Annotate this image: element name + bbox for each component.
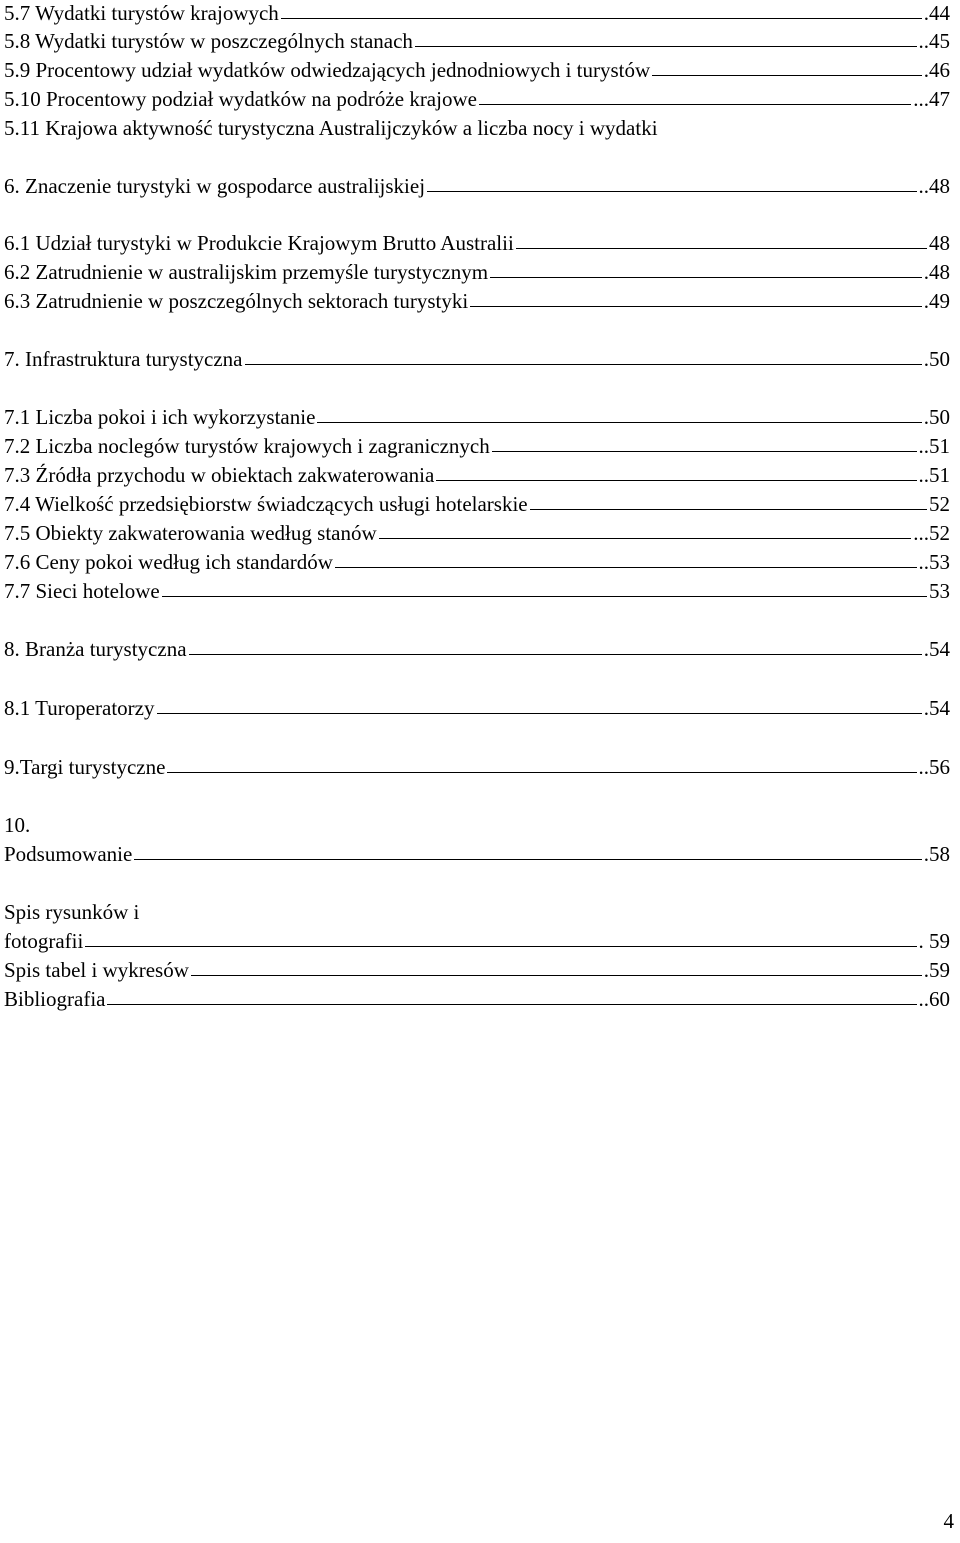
- toc-entry-title: Podsumowanie: [4, 842, 133, 866]
- toc-entry-page: .44: [923, 1, 950, 25]
- toc-entry-title: 9.Targi turystyczne: [4, 755, 166, 779]
- toc-entry-title[interactable]: 10.: [4, 813, 31, 837]
- toc-entry[interactable]: [4, 520, 950, 546]
- toc-entry-title: 7.7 Sieci hotelowe: [4, 579, 160, 603]
- toc-leader: [427, 191, 916, 192]
- toc-entry-title: 8.1 Turoperatorzy: [4, 696, 155, 720]
- toc-entry-page: .49: [923, 289, 950, 313]
- toc-entry[interactable]: [4, 841, 950, 867]
- toc-leader: [281, 18, 922, 19]
- toc-leader: [436, 480, 916, 481]
- toc-entry-title: 7.5 Obiekty zakwaterowania według stanów: [4, 521, 377, 545]
- toc-entry[interactable]: [4, 230, 950, 256]
- toc-entry-title: 5.9 Procentowy udział wydatków odwiedzających jednodniowych i turystów: [4, 58, 651, 82]
- toc-entry-title: 8. Branża turystyczna: [4, 637, 187, 661]
- toc-leader: [479, 104, 911, 105]
- toc-entry-title: 5.10 Procentowy podział wydatków na podróże krajowe: [4, 87, 477, 111]
- toc-entry-page: 48: [929, 231, 950, 255]
- toc-entry-title[interactable]: Spis rysunków i: [4, 900, 140, 924]
- toc-entry-page: ..48: [918, 174, 950, 198]
- toc-entry-title: 7.3 Źródła przychodu w obiektach zakwaterowania: [4, 463, 435, 487]
- toc-leader: [379, 538, 912, 539]
- toc-entry-page: .59: [923, 958, 950, 982]
- toc-entry-title: 7.6 Ceny pokoi według ich standardów: [4, 550, 333, 574]
- toc-entry-title: Bibliografia: [4, 987, 106, 1011]
- toc-entry-page: ..60: [918, 987, 950, 1011]
- toc-entry[interactable]: [4, 346, 950, 372]
- toc-entry[interactable]: [4, 57, 950, 83]
- toc-entry-title: 7.2 Liczba noclegów turystów krajowych i zagranicznych: [4, 434, 490, 458]
- toc-entry[interactable]: [4, 462, 950, 488]
- toc-leader: [516, 248, 927, 249]
- toc-entry[interactable]: [4, 695, 950, 721]
- toc-leader: [189, 654, 922, 655]
- toc-entry[interactable]: [4, 433, 950, 459]
- toc-entry-title[interactable]: 5.11 Krajowa aktywność turystyczna Australijczyków a liczba nocy i wydatki: [4, 116, 658, 140]
- toc-entry-page: .54: [923, 637, 950, 661]
- toc-entry-page: ..45: [918, 29, 950, 53]
- toc-leader: [415, 46, 917, 47]
- toc-entry[interactable]: [4, 636, 950, 662]
- toc-leader: [652, 75, 922, 76]
- toc-entry-page: .54: [923, 696, 950, 720]
- toc-entry[interactable]: [4, 754, 950, 780]
- toc-entry[interactable]: [4, 578, 950, 604]
- toc-entry-title: 5.8 Wydatki turystów w poszczególnych stanach: [4, 29, 413, 53]
- toc-leader: [245, 364, 922, 365]
- toc-leader: [470, 306, 922, 307]
- toc-entry-page: . 59: [918, 929, 950, 953]
- toc-leader: [162, 596, 927, 597]
- toc-entry-page: .50: [923, 347, 950, 371]
- toc-entry-page: ..56: [918, 755, 950, 779]
- toc-leader: [167, 772, 916, 773]
- toc-leader: [157, 713, 922, 714]
- toc-entry-title: 5.7 Wydatki turystów krajowych: [4, 1, 279, 25]
- toc-entry-title: 7.1 Liczba pokoi i ich wykorzystanie: [4, 405, 316, 429]
- toc-entry[interactable]: [4, 957, 950, 983]
- toc-entry[interactable]: [4, 288, 950, 314]
- toc-entry[interactable]: [4, 491, 950, 517]
- toc-leader: [492, 451, 917, 452]
- toc-entry-title: 6.1 Udział turystyki w Produkcie Krajowym Brutto Australii: [4, 231, 514, 255]
- toc-entry-page: .46: [923, 58, 950, 82]
- toc-entry-page: 53: [929, 579, 950, 603]
- toc-entry-page: ..53: [918, 550, 950, 574]
- toc-entry-title: 6.2 Zatrudnienie w australijskim przemyśle turystycznym: [4, 260, 489, 284]
- toc-leader: [490, 277, 922, 278]
- toc-entry[interactable]: [4, 86, 950, 112]
- toc-entry-page: ...52: [913, 521, 950, 545]
- toc-entry[interactable]: [4, 928, 950, 954]
- toc-leader: [107, 1004, 916, 1005]
- toc-entry-title: 7.4 Wielkość przedsiębiorstw świadczących usługi hotelarskie: [4, 492, 528, 516]
- toc-entry-page: 52: [929, 492, 950, 516]
- toc-entry-title: fotografii: [4, 929, 84, 953]
- toc-leader: [134, 859, 921, 860]
- toc-entry[interactable]: [4, 259, 950, 285]
- toc-entry[interactable]: [4, 986, 950, 1012]
- toc-leader: [317, 422, 921, 423]
- toc-entry-page: ...47: [913, 87, 950, 111]
- toc-entry-title: Spis tabel i wykresów: [4, 958, 189, 982]
- page-number: 4: [943, 1509, 954, 1533]
- toc-leader: [335, 567, 917, 568]
- toc-entry-page: .48: [923, 260, 950, 284]
- toc-entry[interactable]: [4, 173, 950, 199]
- toc-leader: [191, 975, 922, 976]
- toc-entry[interactable]: [4, 404, 950, 430]
- toc-entry-page: .50: [923, 405, 950, 429]
- toc-entry[interactable]: [4, 0, 950, 26]
- toc-entry-page: .58: [923, 842, 950, 866]
- toc-entry-page: ..51: [918, 434, 950, 458]
- toc-entry-title: 6.3 Zatrudnienie w poszczególnych sektorach turystyki: [4, 289, 469, 313]
- toc-entry-page: ..51: [918, 463, 950, 487]
- toc-leader: [85, 946, 916, 947]
- toc-entry[interactable]: [4, 28, 950, 54]
- toc-leader: [530, 509, 927, 510]
- toc-entry-title: 6. Znaczenie turystyki w gospodarce australijskiej: [4, 174, 426, 198]
- toc-entry-title: 7. Infrastruktura turystyczna: [4, 347, 243, 371]
- toc-entry[interactable]: [4, 549, 950, 575]
